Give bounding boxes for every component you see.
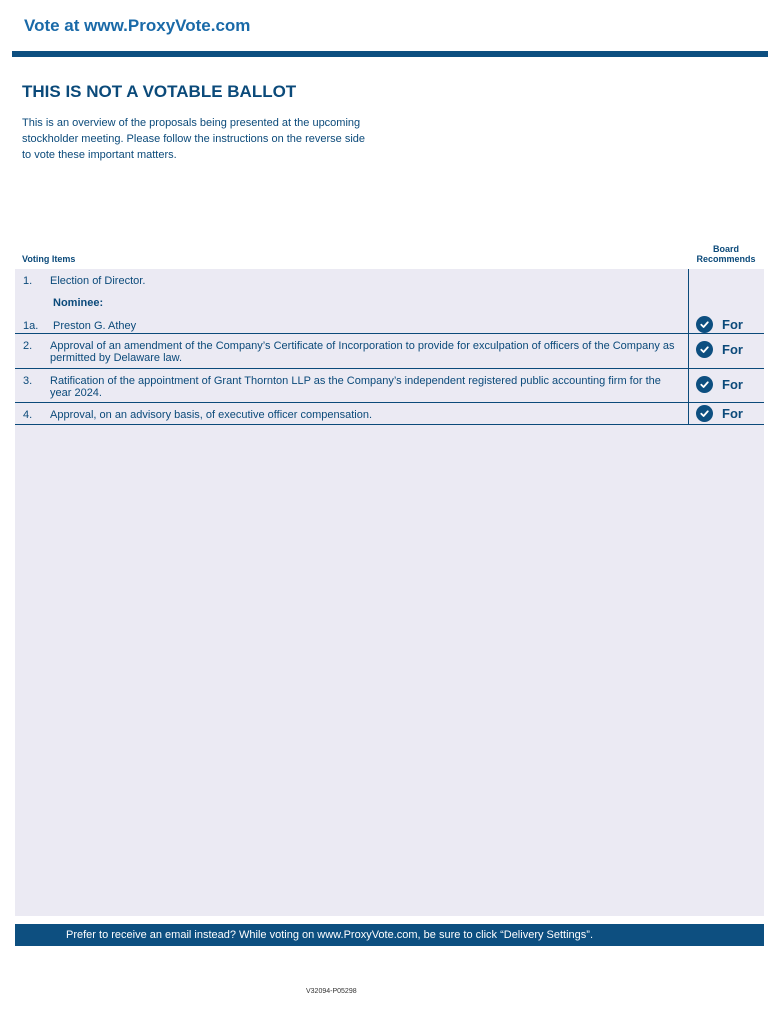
recommendation-label: For — [722, 317, 743, 332]
recommendation-label: For — [722, 377, 743, 392]
recommendation-label: For — [722, 342, 743, 357]
checkmark-circle-icon — [696, 316, 713, 333]
item-1a-nominee-name: Preston G. Athey — [53, 320, 137, 332]
item-4-recommendation — [696, 405, 743, 422]
board-header-line1: Board — [712, 244, 739, 254]
item-1a-number: 1a. — [23, 320, 39, 332]
document-code: V32094-P05298 — [306, 988, 357, 995]
item-4-number: 4. — [23, 409, 33, 421]
recommendation-label: For — [722, 406, 743, 421]
board-recommends-header — [688, 244, 764, 264]
item-2-recommendation — [696, 341, 743, 358]
checkmark-circle-icon — [696, 376, 713, 393]
item-2-text: Approval of an amendment of the Company’s Certificate of Incorporation to provide for exculpation of officers of the Company as permitted by Delaware law. — [50, 340, 675, 364]
item-1-text: Election of Director. — [50, 275, 146, 287]
checkmark-circle-icon — [696, 341, 713, 358]
header-title: Vote at www.ProxyVote.com — [24, 16, 251, 35]
row-divider — [15, 402, 764, 403]
row-divider — [15, 424, 764, 425]
header-rule — [12, 51, 768, 57]
footer-message: Prefer to receive an email instead? While voting on www.ProxyVote.com, be sure to click “Delivery Settings”. — [66, 929, 594, 941]
ballot-title: THIS IS NOT A VOTABLE BALLOT — [22, 82, 297, 101]
board-header-line2: Recommends — [696, 254, 756, 264]
ballot-description: This is an overview of the proposals being presented at the upcoming stockholder meeting. Please follow the instructions on the reverse side to vote these important matters. — [22, 117, 366, 161]
item-3-text: Ratification of the appointment of Grant Thornton LLP as the Company’s independent registered public accounting firm for the year 2024. — [50, 375, 661, 399]
row-divider — [15, 368, 764, 369]
item-1a-recommendation — [696, 316, 743, 333]
row-divider — [15, 333, 764, 334]
nominee-label: Nominee: — [53, 297, 104, 309]
item-3-recommendation — [696, 376, 743, 393]
voting-items-panel — [15, 269, 764, 916]
item-3-number: 3. — [23, 375, 33, 387]
item-1-number: 1. — [23, 275, 33, 287]
item-4-text: Approval, on an advisory basis, of executive officer compensation. — [50, 409, 373, 421]
item-2-number: 2. — [23, 340, 33, 352]
checkmark-circle-icon — [696, 405, 713, 422]
voting-items-header: Voting Items — [22, 254, 76, 264]
